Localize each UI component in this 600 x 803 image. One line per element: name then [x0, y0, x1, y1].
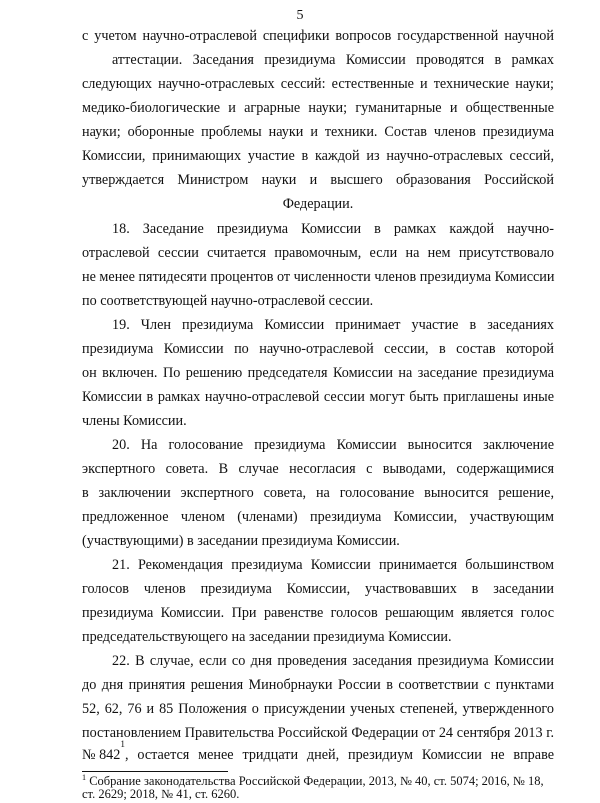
text-line: экспертного совета. В случае несогласия с выводами, содержащимися [82, 461, 554, 477]
paragraph-18-start: 18. Заседание президиума Комиссии в рамках каждой научно- [112, 221, 554, 237]
text-line: утверждается Министром науки и высшего образования Российской [82, 172, 554, 188]
text-line [82, 739, 554, 766]
text-line: президиума Комиссии. При равенстве голосов решающим является голос [82, 605, 554, 621]
page-number: 5 [296, 8, 304, 23]
text-line: науки; оборонные проблемы науки и техники. Состав членов президиума [82, 124, 554, 140]
paragraph-21-start: 21. Рекомендация президиума Комиссии принимается большинством [112, 557, 554, 573]
footnote-line-1: Собрание законодательства Российской Федерации, 2013, № 40, ст. 5074; 2016, № 18, [86, 774, 544, 788]
text-line: отраслевой сессии считается правомочным, если на нем присутствовало [82, 245, 554, 261]
text-line: он включен. По решению председателя Комиссии на заседание президиума [82, 365, 554, 381]
text-line: медико-биологические и аграрные науки; гуманитарные и общественные [82, 100, 554, 116]
footnote-ref: 1 [120, 739, 125, 749]
text-line: до дня принятия решения Минобрнауки России в соответствии с пунктами [82, 677, 554, 693]
text-line-tail: , остается менее тридцати дней, президиум Комиссии не вправе [124, 747, 554, 763]
paragraph-22-start: 22. В случае, если со дня проведения заседания президиума Комиссии [112, 653, 554, 669]
footnote-marker: 1 [82, 772, 87, 782]
text-line: Федерации. [282, 196, 354, 212]
text-line: члены Комиссии. [82, 413, 187, 429]
text-line: (участвующими) в заседании президиума Комиссии. [82, 533, 400, 549]
text-line: в заключении экспертного совета, на голосование выносится решение, [82, 485, 554, 501]
text-line: с учетом научно-отраслевой специфики вопросов государственной научной [82, 28, 554, 44]
text-line: по соответствующей научно-отраслевой сессии. [82, 293, 374, 309]
text-line: Комиссии в рамках научно-отраслевой сессии могут быть приглашены иные [82, 389, 554, 405]
text-line: предложенное членом (членами) президиума Комиссии, участвующим [82, 509, 554, 525]
text-line: 52, 62, 76 и 85 Положения о присуждении ученых степеней, утвержденного [82, 701, 554, 717]
footnote-line-2: ст. 2629; 2018, № 41, ст. 6260. [82, 787, 240, 801]
paragraph-20-start: 20. На голосование президиума Комиссии выносится заключение [112, 437, 554, 453]
paragraph-19-start: 19. Член президиума Комиссии принимает участие в заседаниях [112, 317, 554, 333]
text-line: не менее пятидесяти процентов от численности членов президиума Комиссии [82, 269, 555, 285]
text-line: голосов членов президиума Комиссии, участвовавших в заседании [82, 581, 554, 597]
text-line: аттестации. Заседания президиума Комиссии проводятся в рамках [112, 52, 554, 68]
text-line: следующих научно-отраслевых сессий: естественные и технические науки; [82, 76, 554, 92]
law-number: № 842 [82, 747, 121, 763]
text-line: Комиссии, принимающих участие в каждой из научно-отраслевых сессий, [82, 148, 554, 164]
text-line: постановлением Правительства Российской Федерации от 24 сентября 2013 г. [82, 725, 554, 741]
text-line: президиума Комиссии по научно-отраслевой сессии, в состав которой [82, 341, 554, 357]
text-line: председательствующего на заседании президиума Комиссии. [82, 629, 452, 645]
footnote-divider [82, 771, 228, 772]
